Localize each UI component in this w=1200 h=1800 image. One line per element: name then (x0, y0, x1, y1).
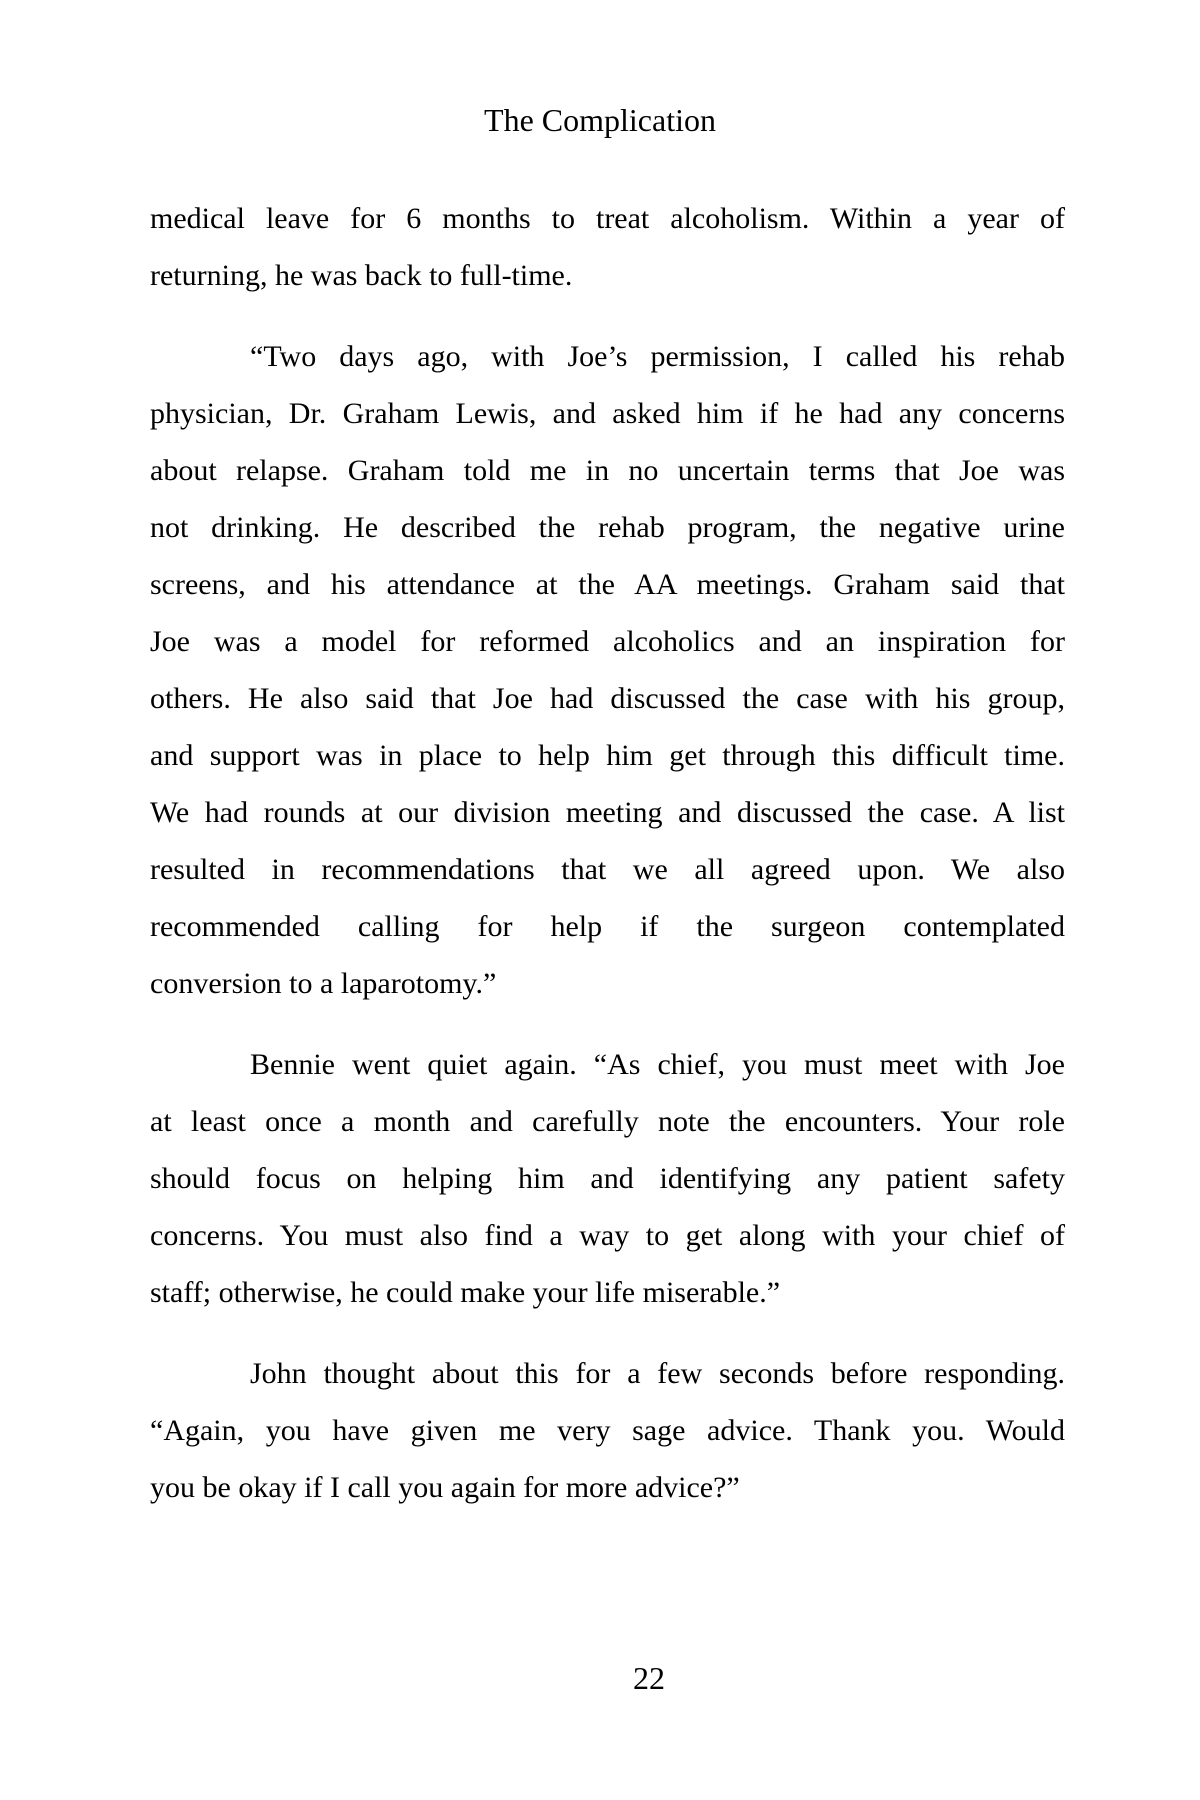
paragraph (150, 190, 1065, 304)
text-line: physician, Dr. Graham Lewis, and asked him if he had any concerns (150, 397, 1065, 430)
page-title: The Complication (484, 102, 716, 138)
paragraph (150, 1036, 1065, 1321)
text-line: others. He also said that Joe had discussed the case with his group, (150, 682, 1065, 715)
paragraph (150, 328, 1065, 1012)
text-line: Bennie went quiet again. “As chief, you must meet with Joe (250, 1048, 1065, 1081)
text-line: screens, and his attendance at the AA meetings. Graham said that (150, 568, 1065, 601)
text-line: medical leave for 6 months to treat alcoholism. Within a year of (150, 202, 1065, 235)
text-line: resulted in recommendations that we all agreed upon. We also (150, 853, 1065, 886)
text-line: about relapse. Graham told me in no uncertain terms that Joe was (150, 454, 1065, 487)
text-line: conversion to a laparotomy.” (150, 967, 497, 1000)
text-line: John thought about this for a few seconds before responding. (250, 1357, 1065, 1390)
text-line: “Again, you have given me very sage advice. Thank you. Would (150, 1414, 1065, 1447)
text-line: returning, he was back to full-time. (150, 259, 573, 292)
page-body (150, 190, 1065, 1516)
text-line: you be okay if I call you again for more advice?” (150, 1471, 740, 1504)
text-line: should focus on helping him and identifying any patient safety (150, 1162, 1065, 1195)
text-line: not drinking. He described the rehab program, the negative urine (150, 511, 1065, 544)
paragraph (150, 1345, 1065, 1516)
text-line: Joe was a model for reformed alcoholics and an inspiration for (150, 625, 1065, 658)
text-line: and support was in place to help him get through this difficult time. (150, 739, 1065, 772)
text-line: recommended calling for help if the surgeon contemplated (150, 910, 1065, 943)
text-line: at least once a month and carefully note the encounters. Your role (150, 1105, 1065, 1138)
text-line: concerns. You must also find a way to get along with your chief of (150, 1219, 1065, 1252)
page-number: 22 (633, 1660, 665, 1696)
text-line: staff; otherwise, he could make your life miserable.” (150, 1276, 781, 1309)
text-line: We had rounds at our division meeting and discussed the case. A list (150, 796, 1065, 829)
text-line: “Two days ago, with Joe’s permission, I called his rehab (250, 340, 1065, 373)
